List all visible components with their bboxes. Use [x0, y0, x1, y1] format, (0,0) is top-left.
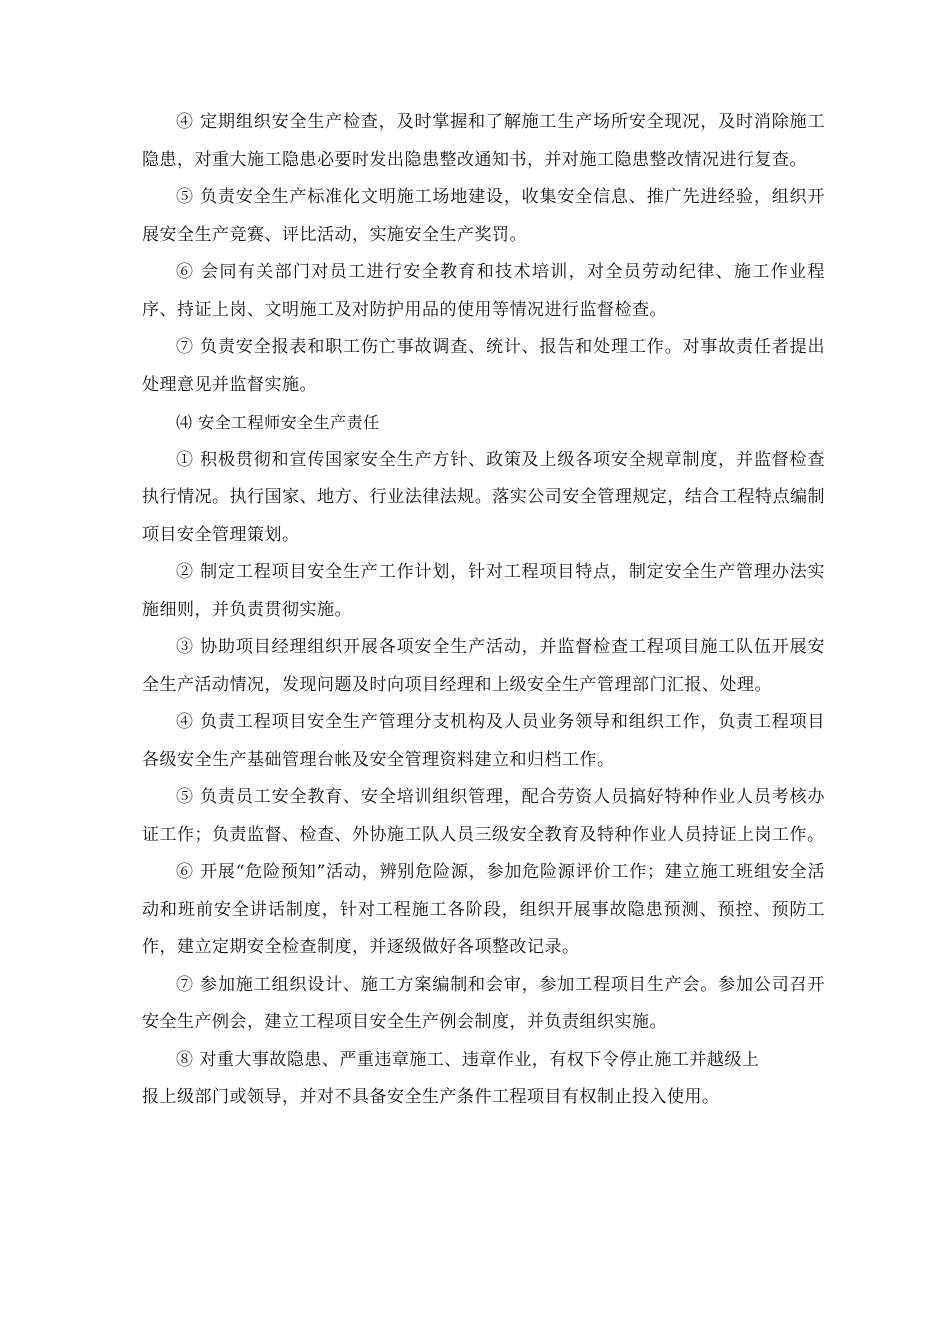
engineer-duty-4: ④ 负责工程项目安全生产管理分支机构及人员业务领导和组织工作，负责工程项目各级安全生产基础管理台帐及安全管理资料建立和归档工作。 [142, 712, 825, 770]
document-page [142, 104, 825, 1117]
engineer-duty-1: ① 积极贯彻和宣传国家安全生产方针、政策及上级各项安全规章制度，并监督检查执行情况。执行国家、地方、行业法律法规。落实公司安全管理规定，结合工程特点编制项目安全管理策划。 [142, 449, 825, 545]
engineer-duty-8-line2: 报上级部门或领导，并对不具备安全生产条件工程项目有权制止投入使用。 [142, 1087, 720, 1107]
paragraph-item-7: ⑦ 负责安全报表和职工伤亡事故调查、统计、报告和处理工作。对事故责任者提出处理意见并监督实施。 [142, 337, 825, 395]
engineer-duty-7: ⑦ 参加施工组织设计、施工方案编制和会审，参加工程项目生产会。参加公司召开安全生产例会，建立工程项目安全生产例会制度，并负责组织实施。 [142, 974, 825, 1032]
paragraph-item-5: ⑤ 负责安全生产标准化文明施工场地建设，收集安全信息、推广先进经验，组织开展安全生产竞赛、评比活动，实施安全生产奖罚。 [142, 187, 825, 245]
engineer-duty-3: ③ 协助项目经理组织开展各项安全生产活动，并监督检查工程项目施工队伍开展安全生产活动情况，发现问题及时向项目经理和上级安全生产管理部门汇报、处理。 [142, 637, 825, 695]
section-heading: ⑷ 安全工程师安全生产责任 [176, 413, 380, 432]
engineer-duty-5: ⑤ 负责员工安全教育、安全培训组织管理，配合劳资人员搞好特种作业人员考核办证工作；负责监督、检查、外协施工队人员三级安全教育及特种作业人员持证上岗工作。 [142, 787, 825, 845]
engineer-duty-8-line1: ⑧ 对重大事故隐患、严重违章施工、违章作业，有权下令停止施工并越级上 [176, 1049, 760, 1070]
engineer-duty-2: ② 制定工程项目安全生产工作计划，针对工程项目特点，制定安全生产管理办法实施细则，并负责贯彻实施。 [142, 562, 825, 620]
paragraph-item-6: ⑥ 会同有关部门对员工进行安全教育和技术培训，对全员劳动纪律、施工作业程序、持证上岗、文明施工及对防护用品的使用等情况进行监督检查。 [142, 262, 825, 320]
engineer-duty-6: ⑥ 开展“危险预知”活动，辨别危险源，参加危险源评价工作；建立施工班组安全活动和班前安全讲话制度，针对工程施工各阶段，组织开展事故隐患预测、预控、预防工作，建立定期安全检查制度，并逐级做好各项整改记录。 [142, 862, 825, 957]
paragraph-item-4: ④ 定期组织安全生产检查，及时掌握和了解施工生产场所安全现况，及时消除施工隐患，对重大施工隐患必要时发出隐患整改通知书，并对施工隐患整改情况进行复查。 [142, 112, 825, 170]
